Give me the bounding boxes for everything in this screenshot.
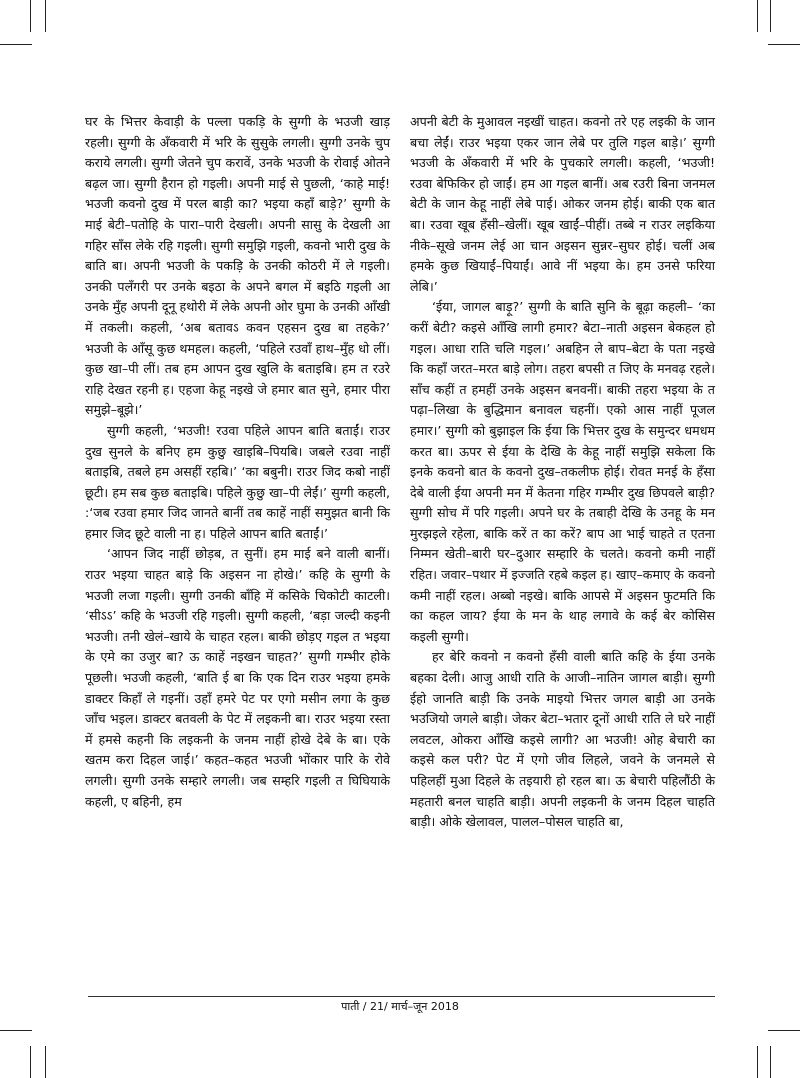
left-text-column	[85, 112, 390, 812]
crop-mark-top-left-h	[0, 44, 32, 45]
paragraph: ‘आपन जिद नाहीं छोड़ब, त सुनीं। हम माई बने वाली बानीं। राउर भइया चाहत बाड़े कि अइसन ना होखे।’ कहि के सुग्गी के भउजी लजा गइली। सुग्गी उनकी बाँहि में कसिके चिकोटी काटली। ‘सीऽऽ’ कहि के भउजी रहि गइली। सुग्गी कहली, ‘बड़ा जल्दी कइनी भउजी। तनी खेलं–खाये के चाहत रहल। बाकी छोड़ए गइल त भइया के एमे का उजुर बा? ऊ काहें नइखन चाहत?’ सुग्गी गम्भीर होके पूछली। भउजी कहली, ‘बाति ई बा कि एक दिन राउर भइया हमके डाक्टर किहाँ ले गइनीं। उहाँ हमरे पेट पर एगो मसीन लगा के कुछ जाँच भइल। डाक्टर बतवली के पेट में लइकनी बा। राउर भइया रस्ता में हमसे कहनी कि लइकनी के जनम नाहीं होखे देबे के बा। एके खतम करा दिहल जाई।’ कहत–कहत भउजी भोंकार पारि के रोवे लगली। सुग्गी उनके सम्हारे लगली। जब सम्हरि गइली त घिघियाके कहली, ए बहिनी, हम	[85, 546, 390, 809]
crop-mark-bottom-right-v2	[770, 1046, 771, 1078]
crop-mark-top-right-v2	[770, 0, 771, 32]
crop-mark-bottom-left-v1	[30, 1046, 31, 1078]
crop-mark-top-right-v1	[757, 0, 758, 32]
crop-mark-bottom-right-h	[768, 1030, 800, 1031]
crop-mark-bottom-right-v1	[757, 1046, 758, 1078]
crop-mark-top-right-h	[768, 44, 800, 45]
crop-mark-bottom-left-h	[0, 1030, 32, 1031]
paragraph: घर के भित्तर केवाड़ी के पल्ला पकड़ि के सुग्गी के भउजी खाड़ रहली। सुग्गी के अँकवारी में भरि के सुसुके लगली। सुग्गी उनके चुप कराये लगली। सुग्गी जेतने चुप करावें, उनके भउजी के रोवाई ओतने बढ़ल जा। सुग्गी हैरान हो गइली। अपनी माई से पुछली, ‘काहे माई! भउजी कवनो दुख में परल बाड़ी का? भइया कहाँ बाड़े?’ सुग्गी के माई बेटी–पतोहि के पारा–पारी देखली। अपनी सासु के देखली आ गहिर साँस लेके रहि गइली। सुग्गी समुझि गइली, कवनो भारी दुख के बाति बा। अपनी भउजी के पकड़ि के उनकी कोठरी में ले गइली। उनकी पलँगरी पर उनके बइठा के अपने बगल में बइठि गइली आ उनके मुँह अपनी दूनू हथोरी में लेके अपनी ओर घुमा के उनकी आँखी में तकली। कहली, ‘अब बतावऽ कवन एहसन दुख बा तहके?’ भउजी के आँसू कुछ थमहल। कहली, ‘पहिले रउवाँ हाथ–मुँह धो लीं। कुछ खा–पी लीं। तब हम आपन दुख खुलि के बताइबि। हम त रउरे राहि देखत रहनी ह। एहजा केहू नइखे जे हमार बात सुने, हमार पीरा समुझे–बूझे।’	[85, 114, 390, 418]
crop-mark-top-left-v2	[45, 0, 46, 32]
footer-rule	[88, 996, 715, 997]
crop-mark-bottom-left-v2	[45, 1046, 46, 1078]
paragraph: अपनी बेटी के मुआवल नइखीं चाहत। कवनो तरे एह लइकी के जान बचा लेईं। राउर भइया एकर जान लेबे पर तुलि गइल बाड़े।’ सुग्गी भउजी के अँकवारी में भरि के पुचकारे लगली। कहली, ‘भउजी! रउवा बेफिकिर हो जाईं। हम आ गइल बानीं। अब रउरी बिना जनमल बेटी के जान केहू नाहीं लेबे पाई। ओकर जनम होई। बाकी एक बात बा। रउवा खूब हँसी–खेलीं। खूब खाईं–पीहीं। तब्बे न राउर लइकिया नीके–सूखे जनम लेई आ चान अइसन सुन्नर–सुघर होई। चलीं अब हमके कुछ खियाईं–पियाईं। आवे नीं भइया के। हम उनसे फरिया लेबि।’	[410, 114, 715, 294]
right-text-column	[410, 112, 715, 833]
crop-mark-top-left-v1	[30, 0, 31, 32]
page-footer: पाती / 21/ मार्च–जून 2018	[341, 1000, 459, 1013]
paragraph: ‘ईया, जागल बाड़ू?’ सुग्गी के बाति सुनि के बूढ़ा कहली– ‘का करीं बेटी? कइसे आँखि लागी हमार? बेटा–नाती अइसन बेकहल हो गइल। आधा राति चलि गइल।’ अबहिन ले बाप–बेटा के पता नइखे कि कहाँ जरत–मरत बाड़े लोग। तहरा बपसी त जिए के मनवढ़ रहले। साँच कहीं त हमहीं उनके अइसन बनवनीं। बाकी तहरा भइया के त पढ़ा–लिखा के बुद्धिमान बनावल चहनीं। एको आस नाहीं पूजल हमार।’ सुग्गी को बुझाइल कि ईया कि भित्तर दुख के समुन्दर धमधम करत बा। ऊपर से ईया के देखि के केहू नाहीं समुझि सकेला कि इनके कवनो बात के कवनो दुख–तकलीफ होई। रोवत मनई के हँसा देबे वाली ईया अपनी मन में केतना गहिर गम्भीर दुख छिपवले बाड़ी? सुग्गी सोच में परि गइली। अपने घर के तबाही देखि के उनहू के मन मुरझइले रहेला, बाकि करें त का करें? बाप आ भाई चाहते त एतना निम्मन खेती–बारी घर–दुआर सम्हारि के चलते। कवनो कमी नाहीं रहित। जवार–पथार में इज्जति रहबे कइल ह। खाए–कमाए के कवनो कमी नाहीं रहल। अब्बो नइखे। बाकि आपसे में अइसन फुटमति कि का कहल जाय? ईया के मन के थाह लगावे के कई बेर कोसिस कइली सुग्गी।	[410, 299, 716, 644]
paragraph: हर बेरि कवनो न कवनो हँसी वाली बाति कहि के ईया उनके बहका देली। आजु आधी राति के आजी–नातिन जागल बाड़ी। सुग्गी ईहो जानति बाड़ी कि उनके माइयो भित्तर जगल बाड़ी आ उनके भउजियो जगले बाड़ी। जेकर बेटा–भतार दूनों आधी राति ले घरे नाहीं लवटल, ओकरा आँखि कइसे लागी? आ भउजी! ओह बेचारी का कइसे कल परी? पेट में एगो जीव लिहले, जवने के जनमले से पहिलहीं मुआ दिहले के तइयारी हो रहल बा। ऊ बेचारी पहिलौंठी के महतारी बनल चाहति बाड़ी। अपनी लइकनी के जनम दिहल चाहति बाड़ी। ओके खेलावल, पालल–पोसल चाहति बा,	[410, 649, 715, 830]
paragraph: सुग्गी कहली, ‘भउजी! रउवा पहिले आपन बाति बताईं। राउर दुख सुनले के बनिए हम कुछु खाइबि–पियबि। जबले रउवा नाहीं बताइबि, तबले हम असहीं रहबि।’ ‘का बबुनी। राउर जिद कबो नाहीं छूटी। हम सब कुछ बताइबि। पहिले कुछु खा–पी लेईं।’ सुग्गी कहली, :‘जब रउवा हमार जिद जानते बानीं तब काहें नाहीं समुझत बानी कि हमार जिद छूटे वाली ना ह। पहिले आपन बाति बताईं।’	[85, 422, 391, 541]
